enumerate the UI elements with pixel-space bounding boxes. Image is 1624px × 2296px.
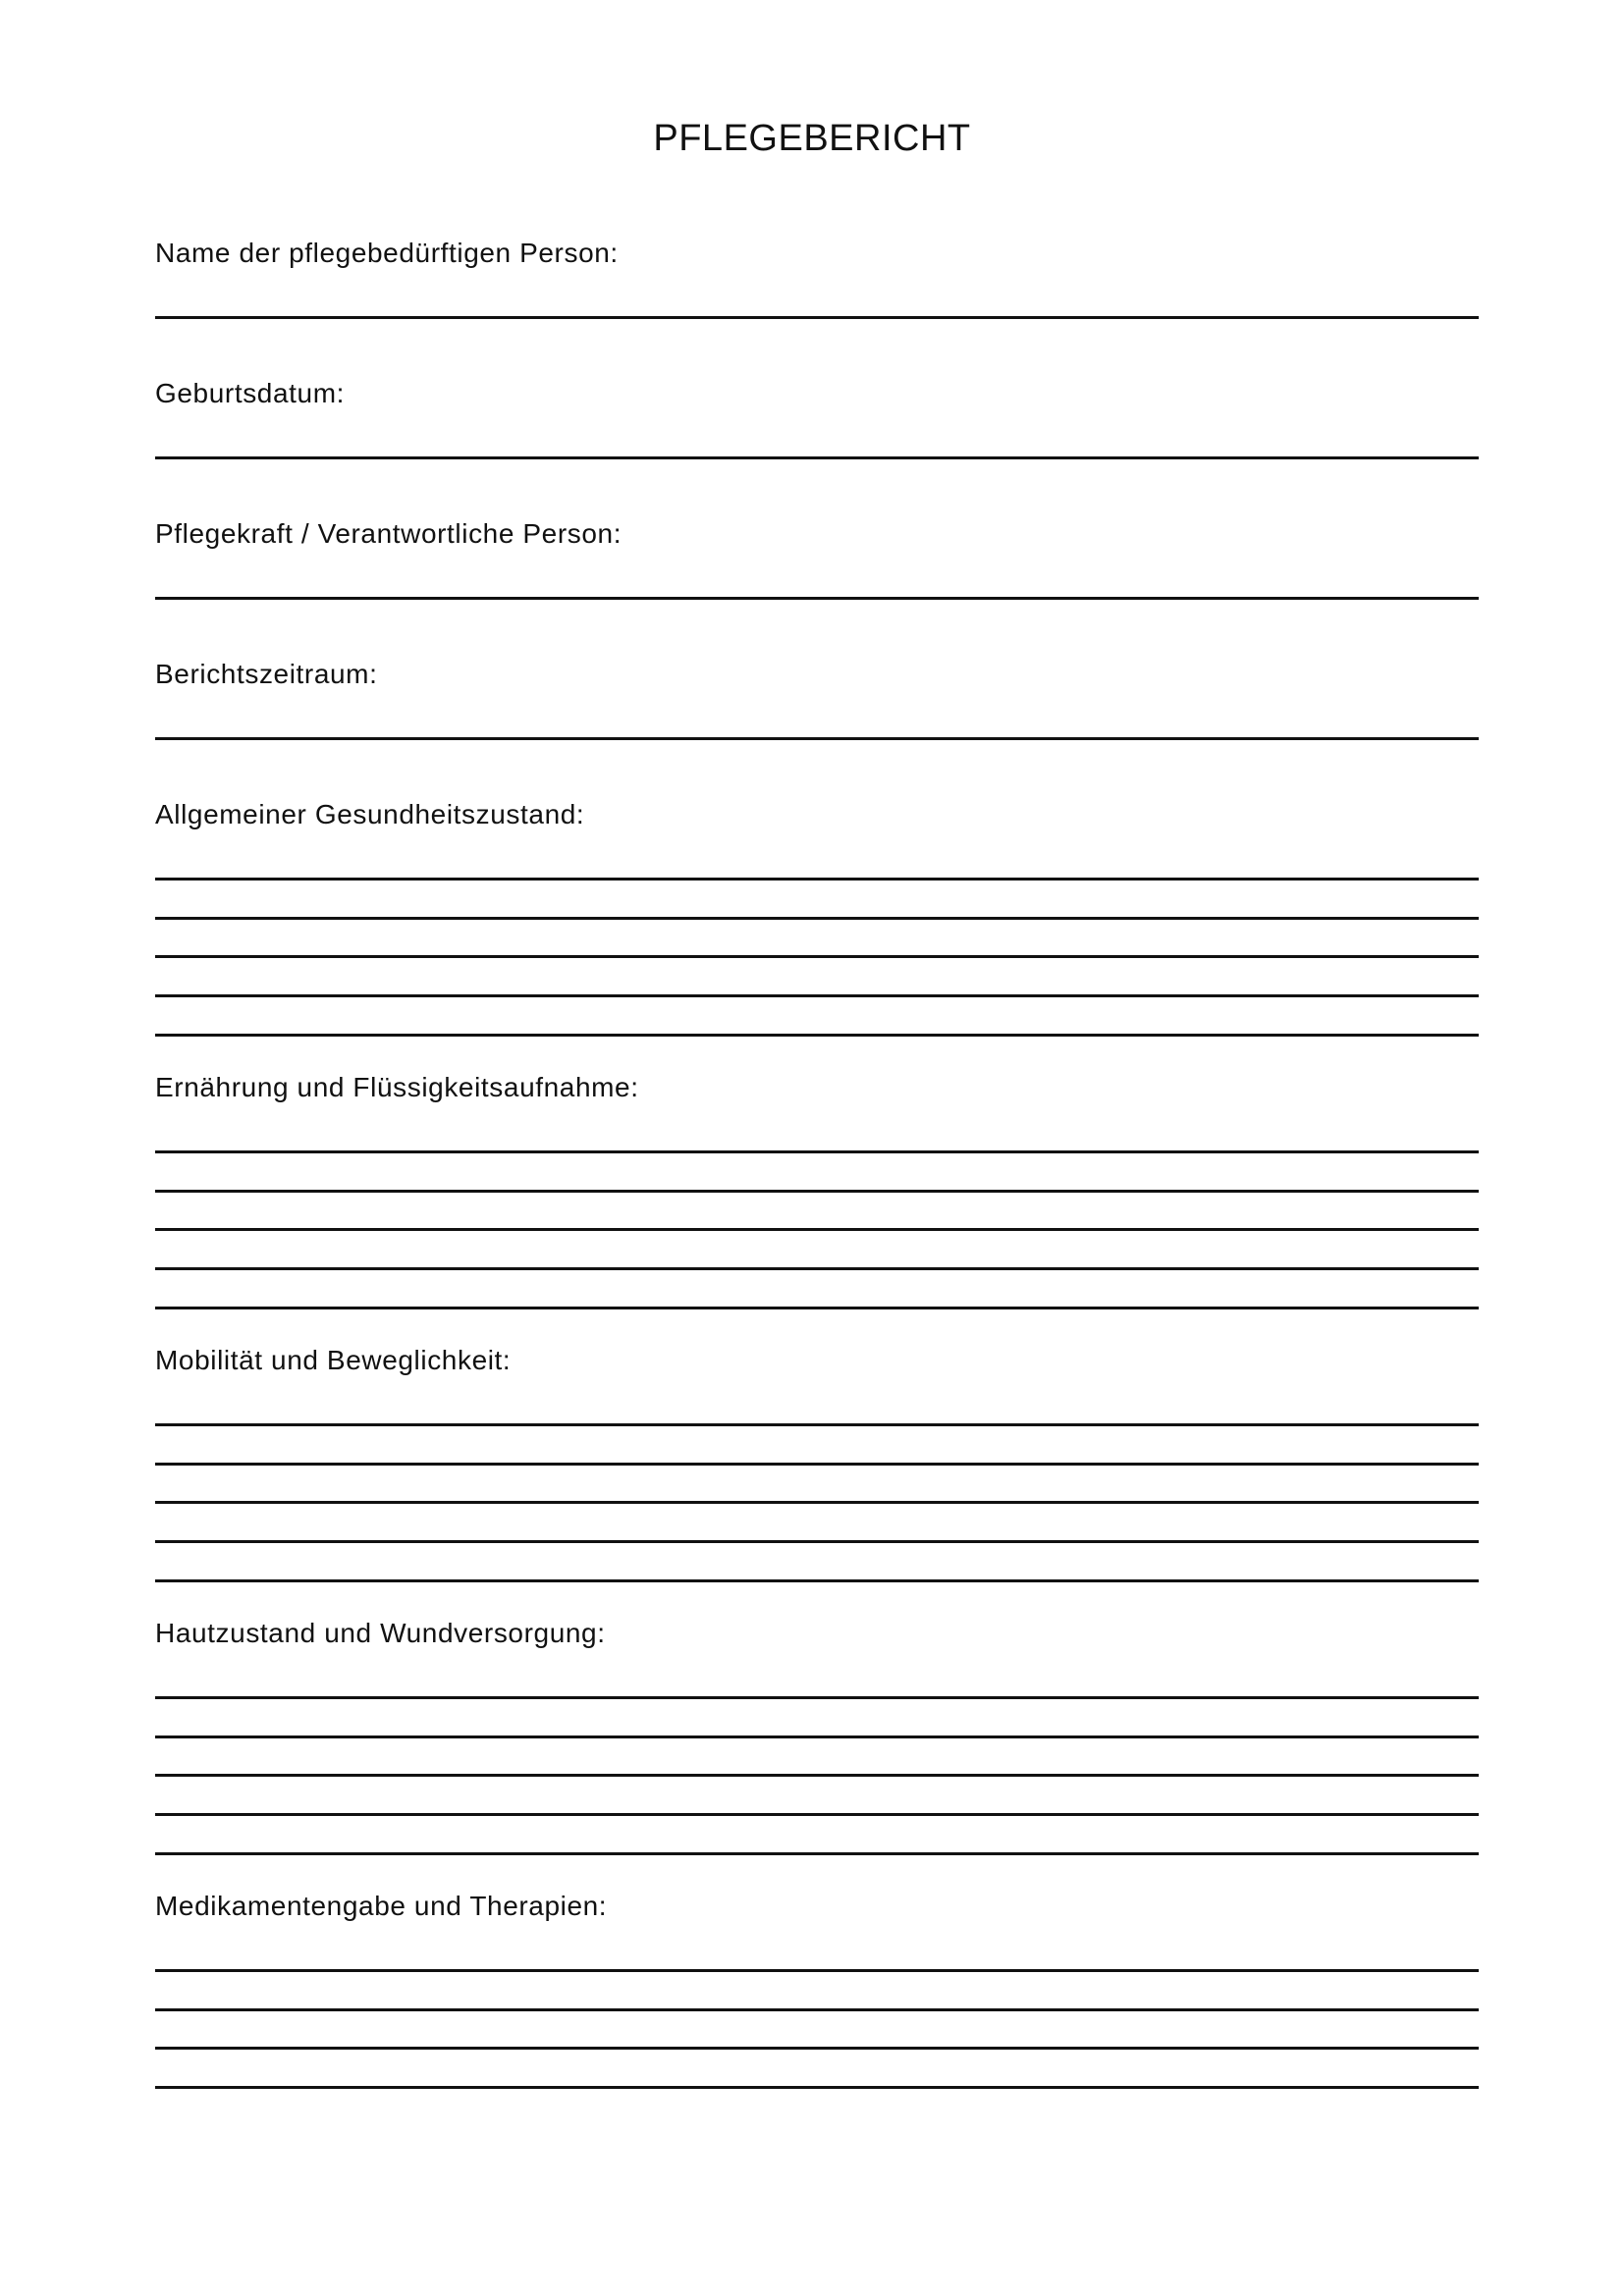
field-label-skin-wound-care: Hautzustand und Wundversorgung: xyxy=(155,1618,606,1648)
write-line-skin-wound-care-5[interactable] xyxy=(155,1852,1479,1855)
write-line-medication-therapies-4[interactable] xyxy=(155,2086,1479,2089)
field-label-caregiver: Pflegekraft / Verantwortliche Person: xyxy=(155,518,623,549)
write-line-nutrition-2[interactable] xyxy=(155,1190,1479,1193)
write-line-caregiver[interactable] xyxy=(155,597,1479,600)
field-label-medication-therapies: Medikamentengabe und Therapien: xyxy=(155,1891,608,1921)
field-label-nutrition: Ernährung und Flüssigkeitsaufnahme: xyxy=(155,1072,639,1102)
write-line-medication-therapies-1[interactable] xyxy=(155,1969,1479,1972)
write-line-general-health-5[interactable] xyxy=(155,1034,1479,1037)
write-line-skin-wound-care-1[interactable] xyxy=(155,1696,1479,1699)
field-label-name: Name der pflegebedürftigen Person: xyxy=(155,238,619,268)
field-label-mobility: Mobilität und Beweglichkeit: xyxy=(155,1345,512,1375)
write-line-nutrition-5[interactable] xyxy=(155,1307,1479,1309)
field-label-report-period: Berichtszeitraum: xyxy=(155,659,378,689)
write-line-skin-wound-care-2[interactable] xyxy=(155,1735,1479,1738)
write-line-birthdate[interactable] xyxy=(155,456,1479,459)
document-title: PFLEGEBERICHT xyxy=(653,118,971,159)
write-line-skin-wound-care-4[interactable] xyxy=(155,1813,1479,1816)
field-label-general-health: Allgemeiner Gesundheitszustand: xyxy=(155,799,585,829)
write-line-nutrition-3[interactable] xyxy=(155,1228,1479,1231)
field-label-birthdate: Geburtsdatum: xyxy=(155,378,345,408)
write-line-medication-therapies-3[interactable] xyxy=(155,2047,1479,2050)
write-line-general-health-4[interactable] xyxy=(155,994,1479,997)
write-line-general-health-1[interactable] xyxy=(155,878,1479,881)
write-line-mobility-3[interactable] xyxy=(155,1501,1479,1504)
write-line-skin-wound-care-3[interactable] xyxy=(155,1774,1479,1777)
write-line-general-health-3[interactable] xyxy=(155,955,1479,958)
write-line-mobility-4[interactable] xyxy=(155,1540,1479,1543)
write-line-general-health-2[interactable] xyxy=(155,917,1479,920)
write-line-mobility-1[interactable] xyxy=(155,1423,1479,1426)
write-line-name[interactable] xyxy=(155,316,1479,319)
write-line-nutrition-1[interactable] xyxy=(155,1150,1479,1153)
write-line-medication-therapies-2[interactable] xyxy=(155,2008,1479,2011)
write-line-mobility-5[interactable] xyxy=(155,1579,1479,1582)
write-line-report-period[interactable] xyxy=(155,737,1479,740)
write-line-mobility-2[interactable] xyxy=(155,1463,1479,1466)
write-line-nutrition-4[interactable] xyxy=(155,1267,1479,1270)
